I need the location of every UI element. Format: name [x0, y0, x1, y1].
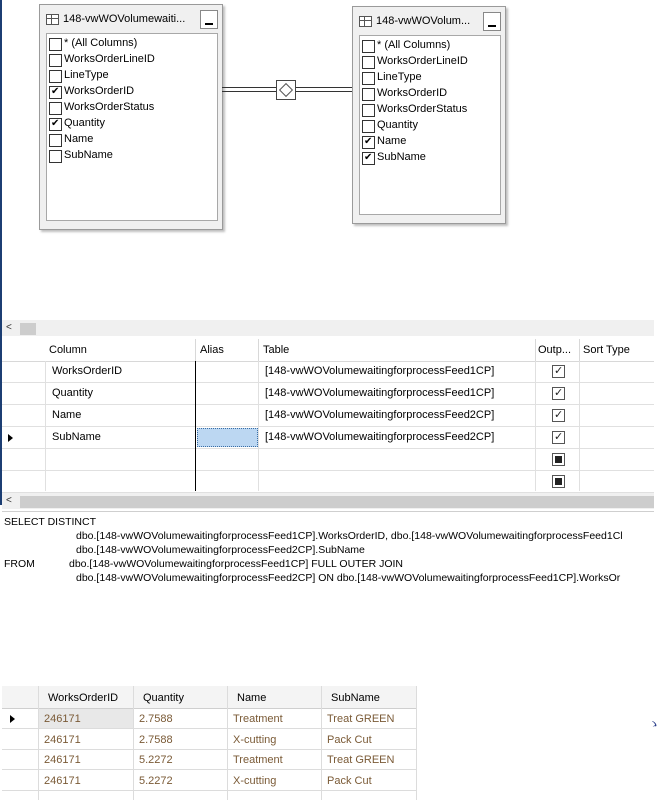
output-checkbox[interactable]: [552, 387, 565, 400]
column-label: * (All Columns): [64, 37, 138, 49]
criteria-row[interactable]: [2, 427, 654, 449]
column-divider: [535, 361, 536, 491]
table-window-titlebar[interactable]: [357, 11, 501, 31]
column-header[interactable]: Column: [49, 344, 87, 356]
column-checkbox[interactable]: [362, 72, 375, 85]
alias-column-divider: [195, 361, 196, 491]
column-divider: [133, 686, 134, 800]
column-label: SubName: [64, 149, 113, 161]
criteria-grid[interactable]: [2, 339, 654, 491]
results-cell[interactable]: X-cutting: [233, 774, 277, 787]
join-line: [222, 87, 276, 88]
table-window-titlebar[interactable]: [44, 9, 218, 29]
column-checkbox[interactable]: [362, 40, 375, 53]
column-checkbox[interactable]: [362, 120, 375, 133]
row-divider: [2, 728, 416, 729]
diagram-horizontal-scrollbar[interactable]: [2, 320, 654, 336]
sort-type-header[interactable]: Sort Type: [583, 344, 630, 356]
column-label: Quantity: [64, 117, 105, 129]
column-checkbox[interactable]: [49, 70, 62, 83]
scroll-left-icon[interactable]: <: [6, 322, 12, 333]
results-cell[interactable]: Treatment: [233, 754, 283, 766]
column-divider: [38, 686, 39, 800]
sql-text: dbo.[148-vwWOVolumewaitingforprocessFeed2CP].SubName: [76, 544, 365, 556]
column-divider: [579, 361, 580, 491]
column-divider: [321, 686, 322, 800]
sql-pane[interactable]: [2, 511, 654, 687]
results-column-header[interactable]: WorksOrderID: [48, 692, 119, 704]
results-cell[interactable]: Treat GREEN: [327, 713, 395, 725]
column-label: WorksOrderID: [64, 85, 135, 97]
column-checkbox[interactable]: [49, 86, 62, 99]
scroll-left-icon[interactable]: <: [6, 495, 12, 506]
table-cell[interactable]: [148-vwWOVolumewaitingforprocessFeed2CP]: [265, 409, 495, 421]
criteria-row[interactable]: [2, 361, 654, 383]
column-checkbox[interactable]: [49, 150, 62, 163]
column-cell[interactable]: Quantity: [52, 387, 93, 399]
criteria-row[interactable]: [2, 449, 654, 471]
results-cell[interactable]: Pack Cut: [327, 733, 372, 746]
column-label: WorksOrderStatus: [64, 101, 155, 113]
results-column-header[interactable]: Quantity: [143, 692, 184, 704]
output-checkbox[interactable]: [552, 453, 565, 466]
full-outer-join-icon[interactable]: [276, 80, 296, 100]
column-checkbox[interactable]: [362, 88, 375, 101]
table-window-feed2[interactable]: [352, 6, 506, 224]
results-column-header[interactable]: SubName: [331, 692, 380, 704]
scrollbar-thumb[interactable]: [20, 323, 36, 335]
mouse-cursor-icon: ゝ: [647, 716, 661, 732]
output-header[interactable]: Outp...: [538, 344, 572, 356]
row-divider: [2, 749, 416, 750]
column-list[interactable]: [46, 33, 218, 221]
table-grid-icon: [46, 14, 59, 25]
column-checkbox[interactable]: [362, 104, 375, 117]
output-checkbox[interactable]: [552, 365, 565, 378]
column-label: WorksOrderID: [377, 87, 448, 99]
output-checkbox[interactable]: [552, 431, 565, 444]
join-line: [294, 87, 352, 88]
criteria-row[interactable]: [2, 383, 654, 405]
results-cell[interactable]: 2.7588: [139, 713, 173, 725]
column-label: SubName: [377, 151, 426, 163]
criteria-row[interactable]: [2, 405, 654, 427]
results-cell[interactable]: Pack Cut: [327, 774, 372, 787]
column-label: WorksOrderStatus: [377, 103, 468, 115]
column-cell[interactable]: Name: [52, 409, 82, 421]
minimize-button[interactable]: [200, 10, 218, 29]
sql-text: dbo.[148-vwWOVolumewaitingforprocessFeed1CP] FULL OUTER JOIN: [69, 558, 403, 570]
output-checkbox[interactable]: [552, 409, 565, 422]
table-window-feed1[interactable]: [39, 4, 223, 230]
column-checkbox[interactable]: [49, 38, 62, 51]
table-window-title: 148-vwWOVolumewaiti...: [63, 13, 186, 25]
row-divider: [2, 769, 416, 770]
column-label: LineType: [64, 69, 109, 81]
column-label: * (All Columns): [377, 39, 451, 51]
column-checkbox[interactable]: [49, 102, 62, 115]
current-row-pointer-icon: [10, 715, 15, 723]
criteria-row[interactable]: [2, 471, 654, 493]
alias-header[interactable]: Alias: [200, 344, 224, 356]
join-line: [294, 91, 352, 92]
table-cell[interactable]: [148-vwWOVolumewaitingforprocessFeed1CP]: [265, 365, 495, 377]
column-checkbox[interactable]: [49, 134, 62, 147]
column-checkbox[interactable]: [362, 56, 375, 69]
results-cell[interactable]: Treatment: [233, 713, 283, 725]
criteria-header: [2, 339, 654, 362]
column-divider: [227, 686, 228, 800]
column-checkbox[interactable]: [362, 152, 375, 165]
column-divider: [258, 361, 259, 491]
column-label: WorksOrderLineID: [64, 53, 155, 65]
sql-text: dbo.[148-vwWOVolumewaitingforprocessFeed2CP] ON dbo.[148-vwWOVolumewaitingforprocessFeed1CP].WorksOr: [76, 572, 621, 584]
output-checkbox[interactable]: [552, 475, 565, 488]
table-header[interactable]: Table: [263, 344, 290, 356]
column-label: WorksOrderLineID: [377, 55, 468, 67]
results-cell[interactable]: 246171: [44, 774, 81, 787]
results-grid[interactable]: [2, 686, 416, 800]
results-cell[interactable]: 246171: [44, 754, 81, 766]
alias-cell-selected[interactable]: [197, 428, 258, 447]
column-checkbox[interactable]: [49, 118, 62, 131]
results-column-header[interactable]: Name: [237, 692, 267, 704]
column-label: Quantity: [377, 119, 418, 131]
column-cell[interactable]: WorksOrderID: [52, 365, 123, 377]
results-cell[interactable]: 2.7588: [139, 733, 173, 746]
column-list[interactable]: [359, 35, 501, 215]
column-divider: [45, 361, 46, 491]
table-cell[interactable]: [148-vwWOVolumewaitingforprocessFeed1CP]: [265, 387, 495, 399]
current-row-pointer-icon: [8, 434, 13, 442]
column-label: Name: [377, 135, 407, 147]
results-cell[interactable]: 246171: [44, 733, 81, 746]
table-cell[interactable]: [148-vwWOVolumewaitingforprocessFeed2CP]: [265, 431, 495, 443]
table-grid-icon: [359, 16, 372, 27]
column-divider: [416, 686, 417, 800]
results-cell[interactable]: 5.2272: [139, 774, 173, 787]
join-line: [222, 91, 276, 92]
sql-keyword: SELECT DISTINCT: [4, 516, 96, 528]
minimize-button[interactable]: [483, 12, 501, 31]
results-cell[interactable]: X-cutting: [233, 733, 277, 746]
sql-text: dbo.[148-vwWOVolumewaitingforprocessFeed1CP].WorksOrderID, dbo.[148-vwWOVolumewaitingforprocessFeed1Cl: [76, 530, 623, 542]
column-cell[interactable]: SubName: [52, 431, 101, 443]
row-divider: [2, 790, 416, 791]
diagram-pane[interactable]: [2, 0, 654, 318]
column-checkbox[interactable]: [362, 136, 375, 149]
table-window-title: 148-vwWOVolum...: [376, 15, 471, 27]
criteria-horizontal-scrollbar[interactable]: [2, 493, 654, 509]
column-label: Name: [64, 133, 94, 145]
results-cell[interactable]: 246171: [44, 713, 81, 725]
sql-keyword: FROM: [4, 558, 35, 570]
column-label: LineType: [377, 71, 422, 83]
results-cell[interactable]: Treat GREEN: [327, 754, 395, 766]
column-checkbox[interactable]: [49, 54, 62, 67]
scrollbar-thumb[interactable]: [20, 496, 654, 508]
results-cell[interactable]: 5.2272: [139, 754, 173, 766]
